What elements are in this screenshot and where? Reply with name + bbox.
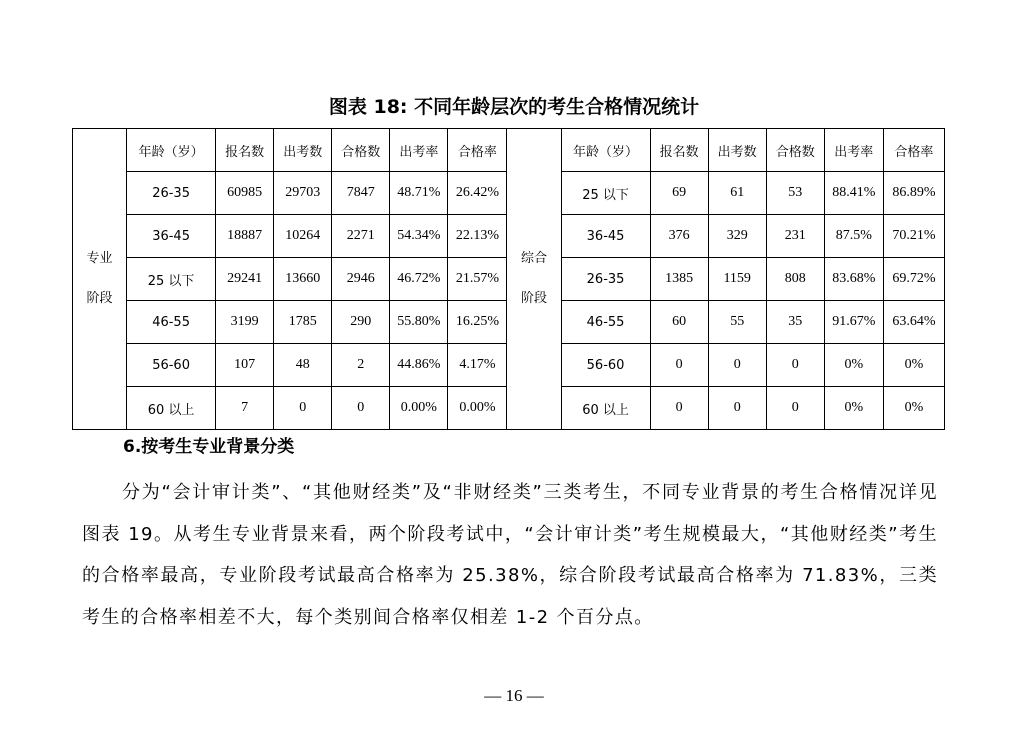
right-header-cell: 合格数 bbox=[766, 129, 824, 172]
left-age-cell: 25 以下 bbox=[127, 258, 216, 301]
left-value-cell: 29241 bbox=[216, 258, 274, 301]
left-header-cell: 年龄（岁） bbox=[127, 129, 216, 172]
right-value-cell: 69.72% bbox=[883, 258, 944, 301]
right-value-cell: 88.41% bbox=[824, 172, 883, 215]
right-value-cell: 55 bbox=[708, 301, 766, 344]
left-value-cell: 55.80% bbox=[390, 301, 448, 344]
figure-title: 图表 18: 不同年龄层次的考生合格情况统计 bbox=[328, 96, 700, 118]
left-value-cell: 26.42% bbox=[448, 172, 507, 215]
left-value-cell: 48.71% bbox=[390, 172, 448, 215]
page-number: — 16 — bbox=[484, 686, 544, 705]
right-value-cell: 1385 bbox=[650, 258, 708, 301]
right-value-cell: 0 bbox=[708, 387, 766, 430]
left-age-cell: 46-55 bbox=[127, 301, 216, 344]
right-stage-label bbox=[507, 129, 561, 430]
right-value-cell: 1159 bbox=[708, 258, 766, 301]
left-stage-label-line2: 阶段 bbox=[86, 291, 113, 306]
left-value-cell: 0.00% bbox=[448, 387, 507, 430]
right-value-cell: 53 bbox=[766, 172, 824, 215]
right-age-cell: 36-45 bbox=[561, 215, 650, 258]
left-value-cell: 2 bbox=[332, 344, 390, 387]
left-value-cell: 54.34% bbox=[390, 215, 448, 258]
left-age-cell: 60 以上 bbox=[127, 387, 216, 430]
right-age-cell: 25 以下 bbox=[561, 172, 650, 215]
right-value-cell: 70.21% bbox=[883, 215, 944, 258]
right-value-cell: 83.68% bbox=[824, 258, 883, 301]
right-value-cell: 0% bbox=[883, 387, 944, 430]
right-value-cell: 0% bbox=[824, 344, 883, 387]
right-value-cell: 0 bbox=[708, 344, 766, 387]
right-value-cell: 86.89% bbox=[883, 172, 944, 215]
right-value-cell: 376 bbox=[650, 215, 708, 258]
right-age-cell: 26-35 bbox=[561, 258, 650, 301]
right-value-cell: 231 bbox=[766, 215, 824, 258]
left-value-cell: 22.13% bbox=[448, 215, 507, 258]
left-header-cell: 出考数 bbox=[274, 129, 332, 172]
right-stage-label-line2: 阶段 bbox=[520, 291, 547, 306]
right-value-cell: 35 bbox=[766, 301, 824, 344]
left-header-cell: 出考率 bbox=[390, 129, 448, 172]
left-header-cell: 合格数 bbox=[332, 129, 390, 172]
right-value-cell: 0 bbox=[650, 387, 708, 430]
right-value-cell: 61 bbox=[708, 172, 766, 215]
table-header-row bbox=[73, 129, 945, 172]
body-paragraph: 分为“会计审计类”、“其他财经类”及“非财经类”三类考生，不同专业背景的考生合格情况详见图表 19。从考生专业背景来看，两个阶段考试中，“会计审计类”考生规模最大，“其他财经类”考生的合格率最高，专业阶段考试最高合格率为 25.38%，综合阶段考试最高合格率为 71.83%，三类考生的合格率相差不大，每个类别间合格率仅相差 1-2 个百分点。 bbox=[82, 482, 938, 628]
left-value-cell: 2271 bbox=[332, 215, 390, 258]
right-header-cell: 报名数 bbox=[650, 129, 708, 172]
left-value-cell: 4.17% bbox=[448, 344, 507, 387]
left-value-cell: 18887 bbox=[216, 215, 274, 258]
right-age-cell: 56-60 bbox=[561, 344, 650, 387]
age-pass-rate-table bbox=[72, 128, 945, 430]
left-header-cell: 合格率 bbox=[448, 129, 507, 172]
left-value-cell: 0.00% bbox=[390, 387, 448, 430]
right-age-cell: 60 以上 bbox=[561, 387, 650, 430]
right-value-cell: 0 bbox=[766, 387, 824, 430]
left-stage-label-line1: 专业 bbox=[86, 251, 113, 266]
left-value-cell: 0 bbox=[274, 387, 332, 430]
left-value-cell: 44.86% bbox=[390, 344, 448, 387]
left-value-cell: 10264 bbox=[274, 215, 332, 258]
left-value-cell: 21.57% bbox=[448, 258, 507, 301]
left-header-cell: 报名数 bbox=[216, 129, 274, 172]
left-age-cell: 26-35 bbox=[127, 172, 216, 215]
right-header-cell: 出考率 bbox=[824, 129, 883, 172]
right-header-cell: 年龄（岁） bbox=[561, 129, 650, 172]
right-value-cell: 0 bbox=[766, 344, 824, 387]
left-age-cell: 36-45 bbox=[127, 215, 216, 258]
left-value-cell: 290 bbox=[332, 301, 390, 344]
right-value-cell: 63.64% bbox=[883, 301, 944, 344]
left-value-cell: 3199 bbox=[216, 301, 274, 344]
left-age-cell: 56-60 bbox=[127, 344, 216, 387]
left-value-cell: 2946 bbox=[332, 258, 390, 301]
right-value-cell: 91.67% bbox=[824, 301, 883, 344]
right-value-cell: 0% bbox=[824, 387, 883, 430]
left-stage-label bbox=[73, 129, 127, 430]
right-value-cell: 60 bbox=[650, 301, 708, 344]
right-age-cell: 46-55 bbox=[561, 301, 650, 344]
left-value-cell: 7847 bbox=[332, 172, 390, 215]
left-value-cell: 16.25% bbox=[448, 301, 507, 344]
left-value-cell: 7 bbox=[216, 387, 274, 430]
left-value-cell: 13660 bbox=[274, 258, 332, 301]
right-value-cell: 808 bbox=[766, 258, 824, 301]
right-stage-label-line1: 综合 bbox=[520, 251, 547, 266]
right-value-cell: 0% bbox=[883, 344, 944, 387]
right-value-cell: 329 bbox=[708, 215, 766, 258]
right-value-cell: 87.5% bbox=[824, 215, 883, 258]
left-value-cell: 48 bbox=[274, 344, 332, 387]
left-value-cell: 60985 bbox=[216, 172, 274, 215]
left-value-cell: 1785 bbox=[274, 301, 332, 344]
section-heading: 6.按考生专业背景分类 bbox=[123, 437, 295, 457]
right-value-cell: 69 bbox=[650, 172, 708, 215]
left-value-cell: 46.72% bbox=[390, 258, 448, 301]
right-header-cell: 合格率 bbox=[883, 129, 944, 172]
right-value-cell: 0 bbox=[650, 344, 708, 387]
left-value-cell: 107 bbox=[216, 344, 274, 387]
left-value-cell: 0 bbox=[332, 387, 390, 430]
right-header-cell: 出考数 bbox=[708, 129, 766, 172]
left-value-cell: 29703 bbox=[274, 172, 332, 215]
